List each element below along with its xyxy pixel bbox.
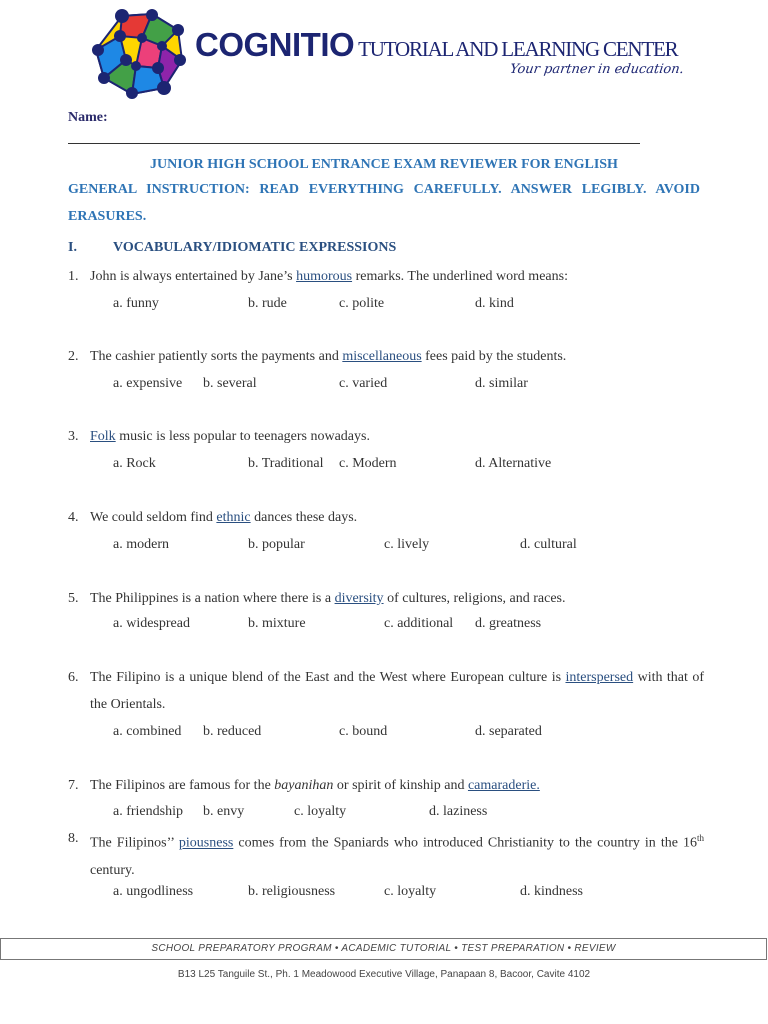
underlined-word: ethnic: [216, 510, 251, 525]
question-text: The Philippines is a nation where there is a diversity of cultures, religions, and races.: [90, 591, 566, 606]
option-c: c. Modern: [339, 456, 397, 471]
option-d: d. kind: [475, 296, 514, 311]
option-c: c. polite: [339, 296, 385, 311]
brand-subtitle: TUTORIAL AND LEARNING CENTER: [358, 37, 678, 61]
brand-tagline: Your partner in education.: [508, 62, 685, 77]
question-text: The Filipinos’’ piousness comes from the Spaniards who introduced Christianity to the country in the 16th century.: [90, 833, 704, 878]
question-5: [68, 585, 708, 612]
option-b: b. Traditional: [248, 456, 324, 471]
option-a: a. combined: [113, 724, 182, 739]
option-d: d. similar: [475, 376, 528, 391]
exam-title: JUNIOR HIGH SCHOOL ENTRANCE EXAM REVIEWER FOR ENGLISH: [150, 157, 618, 172]
question-number: 4.: [68, 510, 79, 525]
option-c: c. lively: [384, 537, 430, 552]
option-b: b. envy: [203, 804, 245, 819]
option-b: b. several: [203, 376, 257, 391]
option-d: d. greatness: [475, 616, 542, 631]
option-b: b. religiousness: [248, 884, 336, 899]
question-number: 1.: [68, 269, 79, 284]
question-8: [68, 825, 704, 884]
underlined-word: piousness: [178, 835, 234, 851]
brand-main: COGNITIO: [195, 26, 355, 63]
option-d: d. kindness: [520, 884, 583, 899]
option-c: c. additional: [384, 616, 454, 631]
question-text: The Filipino is a unique blend of the East and the West where European culture is interspersed with that of the Orientals.: [90, 670, 704, 712]
underlined-word: miscellaneous: [342, 349, 422, 364]
question-number: 8.: [68, 831, 79, 846]
option-c: c. varied: [339, 376, 388, 391]
question-7: [68, 772, 708, 799]
option-a: a. friendship: [113, 804, 183, 819]
cognitio-logo: [92, 8, 186, 100]
option-b: b. popular: [248, 537, 305, 552]
footer-address: B13 L25 Tanguile St., Ph. 1 Meadowood Executive Village, Panapaan 8, Bacoor, Cavite 4102: [177, 969, 591, 980]
underlined-word: humorous: [296, 269, 353, 284]
option-b: b. mixture: [248, 616, 306, 631]
question-number: 3.: [68, 429, 79, 444]
brand-name: [195, 26, 677, 64]
italic-term: bayanihan: [274, 778, 334, 793]
option-c: c. loyalty: [294, 804, 347, 819]
option-d: d. Alternative: [475, 456, 552, 471]
option-a: a. ungodliness: [113, 884, 194, 899]
underlined-word: interspersed: [565, 670, 634, 685]
question-2: [68, 343, 708, 370]
question-number: 5.: [68, 591, 79, 606]
section-heading: [68, 240, 396, 256]
question-text: The Filipinos are famous for the bayanihan or spirit of kinship and camaraderie.: [90, 778, 540, 793]
section-title: VOCABULARY/IDIOMATIC EXPRESSIONS: [113, 240, 397, 255]
option-a: a. Rock: [113, 456, 156, 471]
option-b: b. reduced: [203, 724, 262, 739]
question-text: John is always entertained by Jane’s humorous remarks. The underlined word means:: [90, 269, 568, 284]
option-a: a. expensive: [113, 376, 183, 391]
underlined-word: Folk: [90, 429, 116, 444]
option-a: a. funny: [113, 296, 159, 311]
option-d: d. cultural: [520, 537, 577, 552]
option-c: c. loyalty: [384, 884, 437, 899]
option-d: d. laziness: [429, 804, 488, 819]
option-d: d. separated: [475, 724, 542, 739]
underlined-word: diversity: [334, 591, 384, 606]
question-text: We could seldom find ethnic dances these days.: [90, 510, 358, 525]
option-a: a. widespread: [113, 616, 190, 631]
question-text: Folk music is less popular to teenagers nowadays.: [90, 429, 370, 444]
question-3: [68, 423, 708, 450]
question-1: [68, 263, 708, 290]
question-number: 7.: [68, 778, 79, 793]
question-6: [68, 664, 704, 718]
option-c: c. bound: [339, 724, 388, 739]
question-number: 6.: [68, 670, 79, 685]
name-label: Name:: [68, 110, 108, 125]
option-a: a. modern: [113, 537, 169, 552]
name-blank-line: [68, 143, 640, 144]
question-4: [68, 504, 708, 531]
underlined-word: camaraderie.: [467, 778, 540, 793]
question-text: The cashier patiently sorts the payments and miscellaneous fees paid by the students.: [90, 349, 567, 364]
question-number: 2.: [68, 349, 79, 364]
footer-program-banner: SCHOOL PREPARATORY PROGRAM • ACADEMIC TUTORIAL • TEST PREPARATION • REVIEW: [0, 938, 767, 960]
section-number: I.: [68, 240, 77, 255]
general-instruction: GENERAL INSTRUCTION: READ EVERYTHING CAREFULLY. ANSWER LEGIBLY. AVOID ERASURES.: [68, 182, 700, 224]
option-b: b. rude: [248, 296, 287, 311]
